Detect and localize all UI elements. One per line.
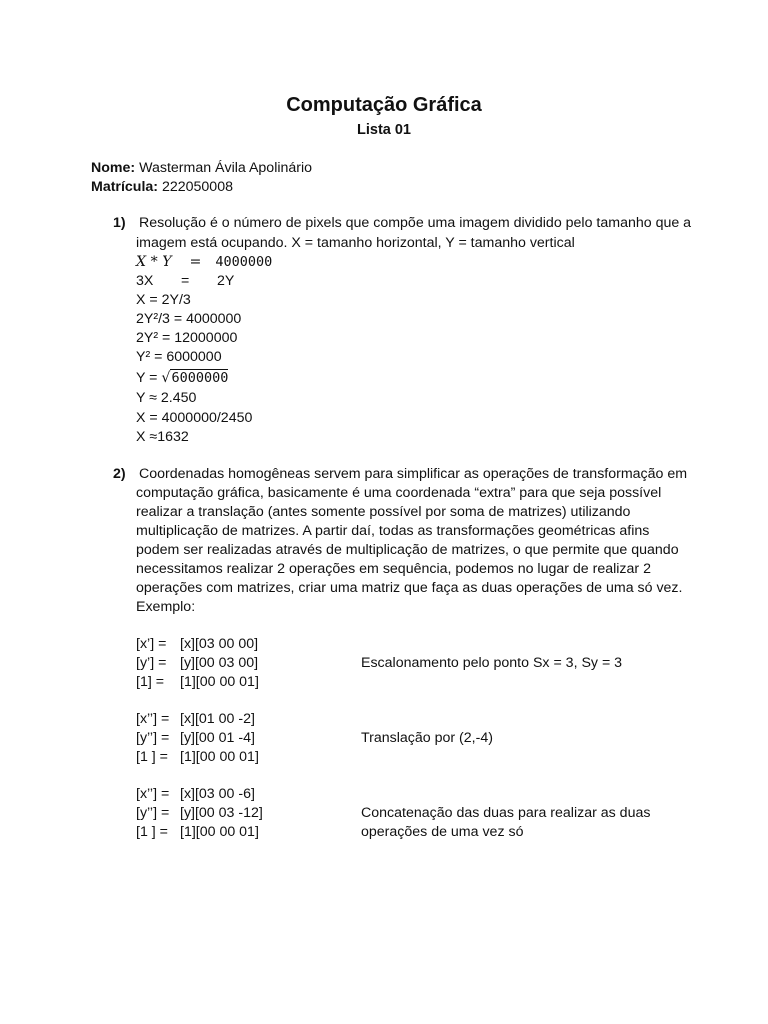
q2-text-line: Exemplo:	[136, 599, 196, 615]
matrix-row-lhs: [y’] =	[136, 655, 167, 671]
matrix-row-rhs: [x][03 00 00]	[180, 636, 259, 652]
q1-equation-2	[136, 272, 235, 291]
page-title: Computação Gráfica	[286, 94, 482, 116]
matrix-note: operações de uma vez só	[361, 824, 524, 840]
matrix-row-lhs: [y’’] =	[136, 805, 170, 821]
matrix-row-lhs: [1] =	[136, 674, 165, 690]
q2-text-line: podem ser realizadas através de multiplicação de matrizes, o que permite que quando	[136, 542, 679, 558]
eq2-right: 2Y	[217, 273, 235, 289]
q2-text-line: multiplicação de matrizes. A partir daí, todas as transformações geométricas afins	[136, 523, 650, 539]
q1-step: X ≈1632	[136, 429, 189, 445]
matrix-row-rhs: [1][00 00 01]	[180, 749, 259, 765]
matrix-row-lhs: [y’’] =	[136, 730, 170, 746]
matrix-row-rhs: [1][00 00 01]	[180, 674, 259, 690]
q1-step: X = 2Y/3	[136, 292, 191, 308]
q1-text-line-2: imagem está ocupando. X = tamanho horizontal, Y = tamanho vertical	[136, 235, 575, 251]
q2-text-line: computação gráfica, basicamente é uma coordenada “extra” para que seja possível	[136, 485, 662, 501]
eq1-lhs: X * Y	[136, 254, 172, 270]
eq2-left: 3X	[136, 273, 154, 289]
matrix-row-rhs: [1][00 00 01]	[180, 824, 259, 840]
q1-step: X = 4000000/2450	[136, 410, 253, 426]
sqrt-expression	[161, 369, 228, 388]
matrix-row-lhs: [1 ] =	[136, 749, 168, 765]
matrix-row-rhs: [y][00 01 -4]	[180, 730, 255, 746]
sqrt-prefix: Y =	[136, 370, 162, 386]
q1-text-line-1: Resolução é o número de pixels que compõe uma imagem dividido pelo tamanho que a	[139, 215, 692, 231]
name-label: Nome:	[91, 160, 136, 176]
matrix-note: Translação por (2,-4)	[361, 730, 493, 746]
q1-step: 2Y²/3 = 4000000	[136, 311, 242, 327]
matrix-row-lhs: [x’’] =	[136, 711, 170, 727]
sqrt-icon: √	[161, 370, 171, 386]
sqrt-value: 6000000	[171, 370, 229, 386]
q1-sqrt-line	[136, 369, 228, 388]
q2-text-line: realizar a translação (antes somente possível por soma de matrizes) utilizando	[136, 504, 631, 520]
q2-text-line: Coordenadas homogêneas servem para simplificar as operações de transformação em	[139, 466, 688, 482]
matrix-row-rhs: [y][00 03 -12]	[180, 805, 263, 821]
q1-step: 2Y² = 12000000	[136, 330, 238, 346]
name-value: Wasterman Ávila Apolinário	[135, 160, 313, 176]
eq1-rhs: 4000000	[215, 254, 273, 270]
matrix-row-rhs: [y][00 03 00]	[180, 655, 259, 671]
q1-equation-1	[136, 253, 272, 272]
eq2-mid: =	[181, 273, 190, 289]
q1-number: 1)	[113, 215, 126, 231]
q2-number: 2)	[113, 466, 126, 482]
eq1-op: =	[189, 254, 202, 270]
id-label: Matrícula:	[91, 179, 159, 195]
q1-step: Y ≈ 2.450	[136, 390, 197, 406]
q1-step: Y² = 6000000	[136, 349, 222, 365]
id-value: 222050008	[158, 179, 233, 195]
matrix-row-lhs: [x’’] =	[136, 786, 170, 802]
matrix-note: Escalonamento pelo ponto Sx = 3, Sy = 3	[361, 655, 623, 671]
matrix-note: Concatenação das duas para realizar as duas	[361, 805, 651, 821]
q2-text-line: necessitamos realizar 2 operações em sequência, podemos no lugar de realizar 2	[136, 561, 651, 577]
q2-text-line: operações com matrizes, criar uma matriz que faça as duas operações de uma só vez.	[136, 580, 683, 596]
matrix-row-lhs: [x’] =	[136, 636, 167, 652]
student-id-line	[91, 178, 233, 197]
student-name-line	[91, 159, 312, 178]
matrix-row-lhs: [1 ] =	[136, 824, 168, 840]
matrix-row-rhs: [x][01 00 -2]	[180, 711, 255, 727]
matrix-row-rhs: [x][03 00 -6]	[180, 786, 255, 802]
page-subtitle: Lista 01	[357, 122, 411, 138]
